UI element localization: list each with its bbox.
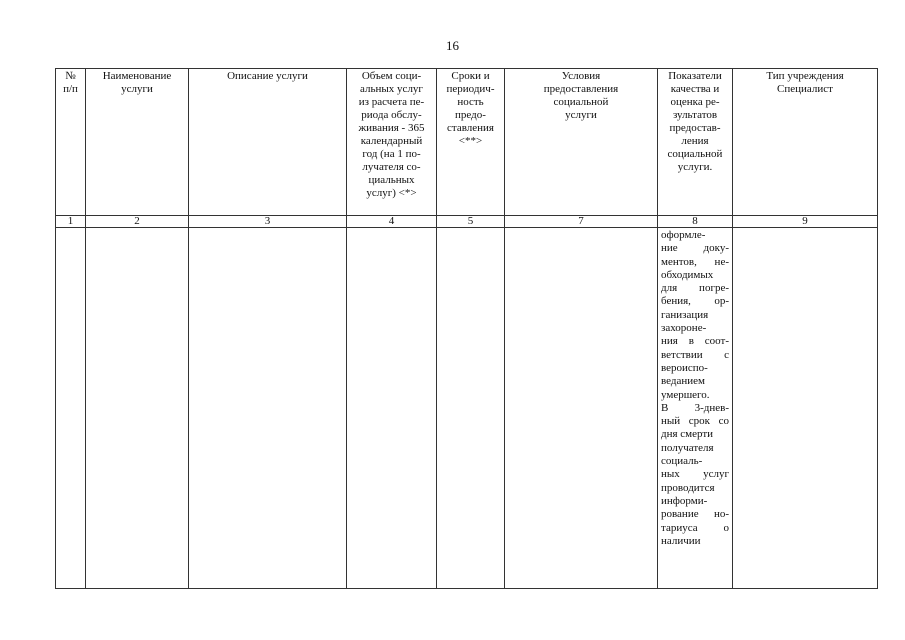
- table-header-row: [56, 69, 878, 216]
- body-cell-conditions: [505, 228, 658, 589]
- header-line: Условия: [561, 70, 601, 82]
- quality-text-line: социаль-: [661, 455, 703, 468]
- header-line: периодич-: [446, 83, 495, 95]
- column-number: 9: [733, 216, 878, 228]
- quality-text-line: дня смерти: [661, 428, 714, 441]
- header-line: Специалист: [777, 83, 833, 95]
- header-line: <**>: [458, 135, 483, 147]
- column-number: 3: [189, 216, 347, 228]
- header-line: Наименование: [102, 70, 172, 82]
- header-cell-institution-type: [733, 69, 878, 216]
- column-number: 5: [437, 216, 505, 228]
- header-line: Сроки и: [451, 70, 490, 82]
- header-line: ления: [681, 135, 709, 147]
- header-line: из расчета пе-: [358, 96, 425, 108]
- quality-text-line: оформле-: [661, 229, 706, 241]
- quality-text-line: ных услуг: [661, 468, 729, 481]
- header-cell-description: [189, 69, 347, 216]
- header-cell-terms: [437, 69, 505, 216]
- body-cell-volume: [347, 228, 437, 589]
- body-cell-description: [189, 228, 347, 589]
- header-line: риода обслу-: [361, 109, 422, 121]
- column-number: 1: [56, 216, 86, 228]
- column-number: 8: [658, 216, 733, 228]
- header-line: предоставления: [543, 83, 619, 95]
- header-cell-conditions: [505, 69, 658, 216]
- quality-text-line: для погре-: [661, 282, 729, 295]
- header-line: социальной: [667, 148, 723, 160]
- column-number: 4: [347, 216, 437, 228]
- body-cell-number: [56, 228, 86, 589]
- header-line: живания - 365: [358, 122, 425, 134]
- header-line: циальных: [368, 174, 415, 186]
- quality-text-line: веданием: [661, 375, 705, 388]
- quality-text-line: умершего.: [661, 388, 710, 401]
- quality-text-line: В 3-днев-: [661, 401, 729, 414]
- quality-text-line: проводится: [661, 481, 715, 494]
- quality-text-line: вероиспо-: [661, 361, 708, 374]
- body-cell-service-name: [86, 228, 189, 589]
- quality-text-line: получателя: [661, 441, 714, 454]
- quality-text-line: тариуса о: [661, 521, 729, 534]
- header-line: услуги: [565, 109, 597, 121]
- header-line: п/п: [63, 83, 78, 95]
- header-line: оценка ре-: [670, 96, 720, 108]
- quality-text-line: захороне-: [661, 322, 707, 335]
- quality-text-line: ментов, не-: [661, 255, 729, 268]
- page-number: 16: [446, 38, 459, 53]
- header-line: №: [65, 70, 76, 82]
- quality-text-line: ветствии с: [661, 348, 729, 361]
- column-number: 2: [86, 216, 189, 228]
- table-row: [56, 228, 878, 589]
- quality-text-line: ния в соот-: [661, 335, 729, 348]
- services-table: [55, 68, 878, 589]
- header-line: Тип учреждения: [766, 70, 844, 82]
- header-line: качества и: [670, 83, 720, 95]
- header-line: предо-: [455, 109, 486, 121]
- header-line: альных услуг: [360, 83, 423, 95]
- header-line: Объем соци-: [361, 70, 422, 82]
- header-line: услуги: [121, 83, 153, 95]
- header-line: услуг) <*>: [366, 187, 417, 199]
- body-cell-institution-type: [733, 228, 878, 589]
- header-line: предостав-: [669, 122, 721, 134]
- column-number: 7: [505, 216, 658, 228]
- quality-text-line: ние доку-: [661, 242, 729, 255]
- header-line: услуги.: [677, 161, 713, 173]
- header-line: ставления: [447, 122, 494, 134]
- header-cell-number: [56, 69, 86, 216]
- body-cell-quality: [658, 228, 733, 589]
- header-line: социальной: [553, 96, 609, 108]
- quality-text-line: обходимых: [661, 268, 714, 281]
- quality-text: [658, 228, 732, 549]
- header-line: зультатов: [672, 109, 718, 121]
- body-cell-terms: [437, 228, 505, 589]
- header-line: календарный: [360, 135, 423, 147]
- header-line: лучателя со-: [362, 161, 421, 173]
- header-line: год (на 1 по-: [362, 148, 421, 160]
- header-line: Описание услуги: [227, 70, 308, 82]
- header-line: Показатели: [668, 70, 722, 82]
- header-cell-service-name: [86, 69, 189, 216]
- quality-text-line: бения, ор-: [661, 295, 729, 308]
- header-line: ность: [457, 96, 484, 108]
- column-number-row: [56, 216, 878, 228]
- quality-text-line: рование но-: [661, 508, 729, 521]
- quality-text-line: ный срок со: [661, 415, 729, 428]
- header-cell-volume: [347, 69, 437, 216]
- quality-text-line: информи-: [661, 494, 708, 507]
- quality-text-line: наличии: [661, 534, 701, 547]
- quality-text-line: ганизация: [661, 308, 709, 321]
- header-cell-quality: [658, 69, 733, 216]
